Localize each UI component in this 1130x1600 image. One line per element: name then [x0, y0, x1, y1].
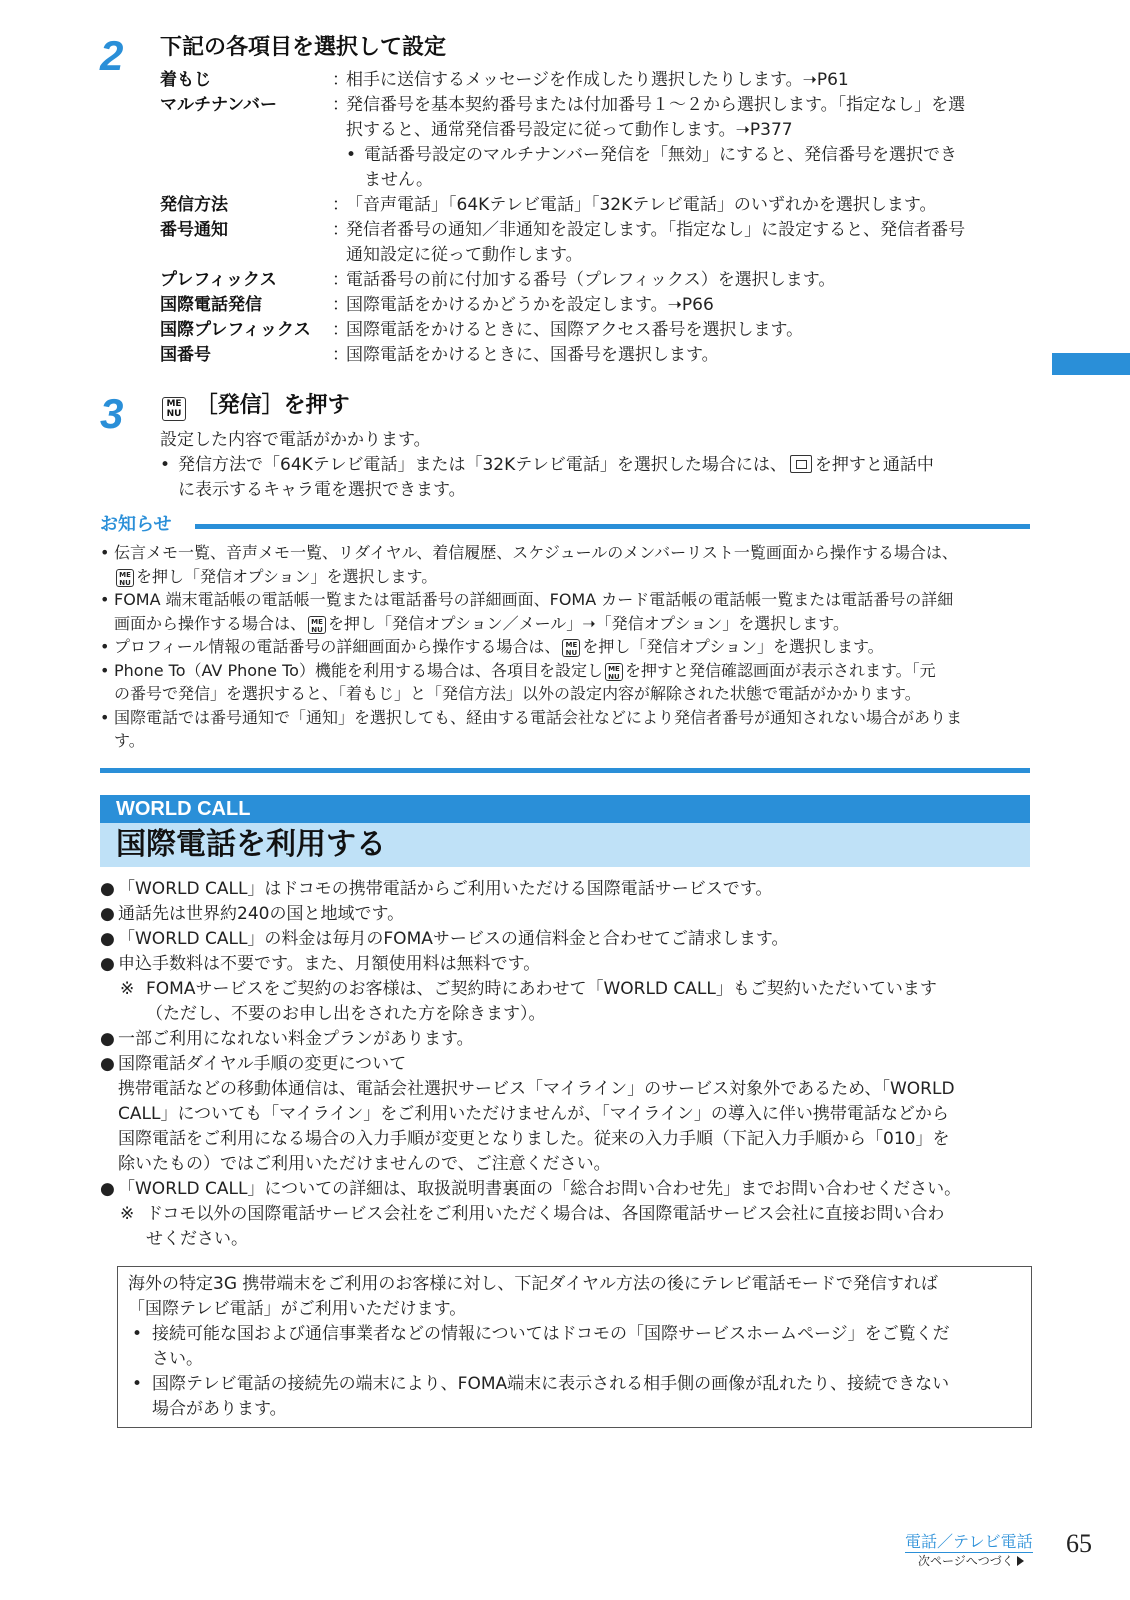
- section-title-bar: [100, 823, 1030, 867]
- menu-key-icon: ME NU: [116, 569, 134, 587]
- channel-key-icon: [790, 455, 812, 473]
- list-item: ● 一部ご利用になれない料金プランがあります。: [100, 1029, 474, 1049]
- paragraph: 携帯電話などの移動体通信は、電話会社選択サービス「マイライン」のサービス対象外であるため、「WORLD CALL」についても「マイライン」をご利用いただけませんが、「マイライン」の導入に伴い携帯電話などから 国際電話をご利用になる場合の入力手順が変更となりました。従来の入力手順（下記入力手順から「010」を 除いたもの）ではご利用いただけませんので、ご注意ください。: [118, 1079, 955, 1174]
- list-item: ● 申込手数料は不要です。また、月額使用料は無料です。: [100, 954, 541, 974]
- menu-key-icon: ME NU: [605, 663, 623, 681]
- term: マルチナンバー: [160, 95, 277, 115]
- list-item: • 国際テレビ電話の接続先の端末により、FOMA端末に表示される相手側の画像が乱れたり、接続できない 場合があります。: [132, 1374, 950, 1419]
- definition-row: マルチナンバー ： 発信番号を基本契約番号または付加番号１～２から選択します。「指定なし」を選 択すると、通常発信番号設定に従って動作します。➝P377 • 電話番号設定のマルチナンバー発信を「無効」にすると、発信番号を選択でき ません。: [160, 93, 1030, 193]
- description: 発信者番号の通知／非通知を設定します。「指定なし」に設定すると、発信者番号: [346, 220, 966, 240]
- divider: [195, 524, 1030, 529]
- page-number: 65: [1066, 1529, 1092, 1558]
- step-title: ME NU ［発信］を押す: [160, 392, 350, 421]
- step-number: 3: [100, 390, 124, 437]
- menu-key-icon: ME NU: [308, 616, 326, 634]
- list-item: ● 通話先は世界約240の国と地域です。: [100, 904, 405, 924]
- section-divider: [100, 768, 1030, 773]
- description: 発信番号を基本契約番号または付加番号１～２から選択します。「指定なし」を選: [346, 95, 966, 115]
- term: プレフィックス: [160, 270, 277, 290]
- term: 国番号: [160, 345, 211, 365]
- notice-list: [100, 541, 1030, 753]
- description: 択すると、通常発信番号設定に従って動作します。➝P377: [346, 120, 793, 140]
- list-item: • FOMA 端末電話帳の電話帳一覧または電話番号の詳細画面、FOMA カード電話帳の電話帳一覧または電話番号の詳細 画面から操作する場合は、 ME NU を押し「発信オプション／メール」➝「発信オプション」を選択します。: [100, 590, 954, 634]
- term: 国際プレフィックス: [160, 320, 311, 340]
- section-label: WORLD CALL: [116, 798, 251, 820]
- description: 国際電話をかけるときに、国番号を選択します。: [346, 345, 719, 365]
- list-item: • 国際電話では番号通知で「通知」を選択しても、経由する電話会社などにより発信者番号が通知されない場合がありま す。: [100, 707, 963, 750]
- list-item: ● 「WORLD CALL」はドコモの携帯電話からご利用いただける国際電話サービスです。: [100, 879, 773, 899]
- list-item: • 伝言メモ一覧、音声メモ一覧、リダイヤル、着信履歴、スケジュールのメンバーリスト一覧画面から操作する場合は、 ME NU を押し「発信オプション」を選択します。: [100, 543, 958, 587]
- section-side-tab: [1052, 353, 1130, 375]
- notice-header: [100, 512, 1030, 538]
- description: 相手に送信するメッセージを作成したり選択したりします。➝P61: [346, 70, 849, 90]
- note: ※ FOMAサービスをご契約のお客様は、ご契約時にあわせて「WORLD CALL」もご契約いただいています （ただし、不要のお申し出をされた方を除きます）。: [120, 979, 937, 1024]
- list-item: • プロフィール情報の電話番号の詳細画面から操作する場合は、 ME NU を押し「発信オプション」を選択します。: [100, 637, 884, 657]
- menu-key-icon: ME NU: [562, 639, 580, 657]
- list-item: • 接続可能な国および通信事業者などの情報についてはドコモの「国際サービスホームページ」をご覧くだ さい。: [132, 1324, 950, 1369]
- step-number: 2: [100, 32, 124, 79]
- notice-label: お知らせ: [100, 514, 172, 535]
- definition-row: 着もじ ： 相手に送信するメッセージを作成したり選択したりします。➝P61: [160, 68, 1030, 93]
- section-link[interactable]: 電話／テレビ電話: [905, 1532, 1033, 1551]
- section-title: 国際電話を利用する: [116, 827, 386, 862]
- info-box: 海外の特定3G 携帯端末をご利用のお客様に対し、下記ダイヤル方法の後にテレビ電話モードで発信すれば 「国際テレビ電話」がご利用いただけます。 • 接続可能な国および通信事業者などの情報についてはドコモの「国際サービスホームページ」をご覧くだ さい。 • 国際テレビ電話の接続先の端末により、FOMA端末に表示される相手側の画像が乱れたり、接続できない 場合があります。: [117, 1266, 1032, 1428]
- world-call-body: [100, 877, 1035, 1252]
- definition-row: 国際プレフィックス ： 国際電話をかけるときに、国際アクセス番号を選択します。: [160, 318, 1030, 343]
- term: 発信方法: [160, 195, 228, 215]
- definition-row: プレフィックス ： 電話番号の前に付加する番号（プレフィックス）を選択します。: [160, 268, 1030, 293]
- description: 国際電話をかけるときに、国際アクセス番号を選択します。: [346, 320, 804, 340]
- definition-row: 国番号 ： 国際電話をかけるときに、国番号を選択します。: [160, 343, 1030, 368]
- definition-row: 発信方法 ： 「音声電話」「64Kテレビ電話」「32Kテレビ電話」のいずれかを選択します。: [160, 193, 1030, 218]
- definition-row: 番号通知 ： 発信者番号の通知／非通知を設定します。「指定なし」に設定すると、発信者番号 通知設定に従って動作します。: [160, 218, 1030, 268]
- description: 国際電話をかけるかどうかを設定します。➝P66: [346, 295, 714, 315]
- note: ※ ドコモ以外の国際電話サービス会社をご利用いただく場合は、各国際電話サービス会社に直接お問い合わ せください。: [120, 1204, 945, 1249]
- list-item: ● 国際電話ダイヤル手順の変更について: [100, 1054, 407, 1074]
- settings-definition-list: [160, 68, 1030, 368]
- step3-body: 設定した内容で電話がかかります。 • 発信方法で「64Kテレビ電話」または「32Kテレビ電話」を選択した場合には、 を押すと通話中 に表示するキャラ電を選択できます。: [160, 430, 934, 500]
- sub-bullet: • 電話番号設定のマルチナンバー発信を「無効」にすると、発信番号を選択でき ません。: [346, 145, 957, 190]
- description: 電話番号の前に付加する番号（プレフィックス）を選択します。: [346, 270, 836, 290]
- section-band: [100, 795, 1030, 823]
- description: 通知設定に従って動作します。: [346, 245, 583, 265]
- list-item: • Phone To（AV Phone To）機能を利用する場合は、各項目を設定し ME NU を押すと発信確認画面が表示されます。「元 の番号で発信」を選択すると、「着もじ」と「発信方法」以外の設定内容が解除された状態で電話がかかります。: [100, 660, 936, 703]
- definition-row: 国際電話発信 ： 国際電話をかけるかどうかを設定します。➝P66: [160, 293, 1030, 318]
- term: 国際電話発信: [160, 295, 262, 315]
- list-item: ● 「WORLD CALL」についての詳細は、取扱説明書裏面の「総合お問い合わせ先」までお問い合わせください。: [100, 1179, 962, 1199]
- list-item: ● 「WORLD CALL」の料金は毎月のFOMAサービスの通信料金と合わせてご請求します。: [100, 929, 789, 949]
- term: 着もじ: [160, 70, 211, 90]
- triangle-right-icon: [1017, 1556, 1024, 1566]
- step-title: 下記の各項目を選択して設定: [160, 35, 447, 60]
- description: 「音声電話」「64Kテレビ電話」「32Kテレビ電話」のいずれかを選択します。: [346, 195, 937, 215]
- term: 番号通知: [160, 220, 228, 240]
- menu-key-icon: ME NU: [162, 397, 186, 421]
- next-page-indicator: 次ページへつづく: [918, 1553, 1024, 1569]
